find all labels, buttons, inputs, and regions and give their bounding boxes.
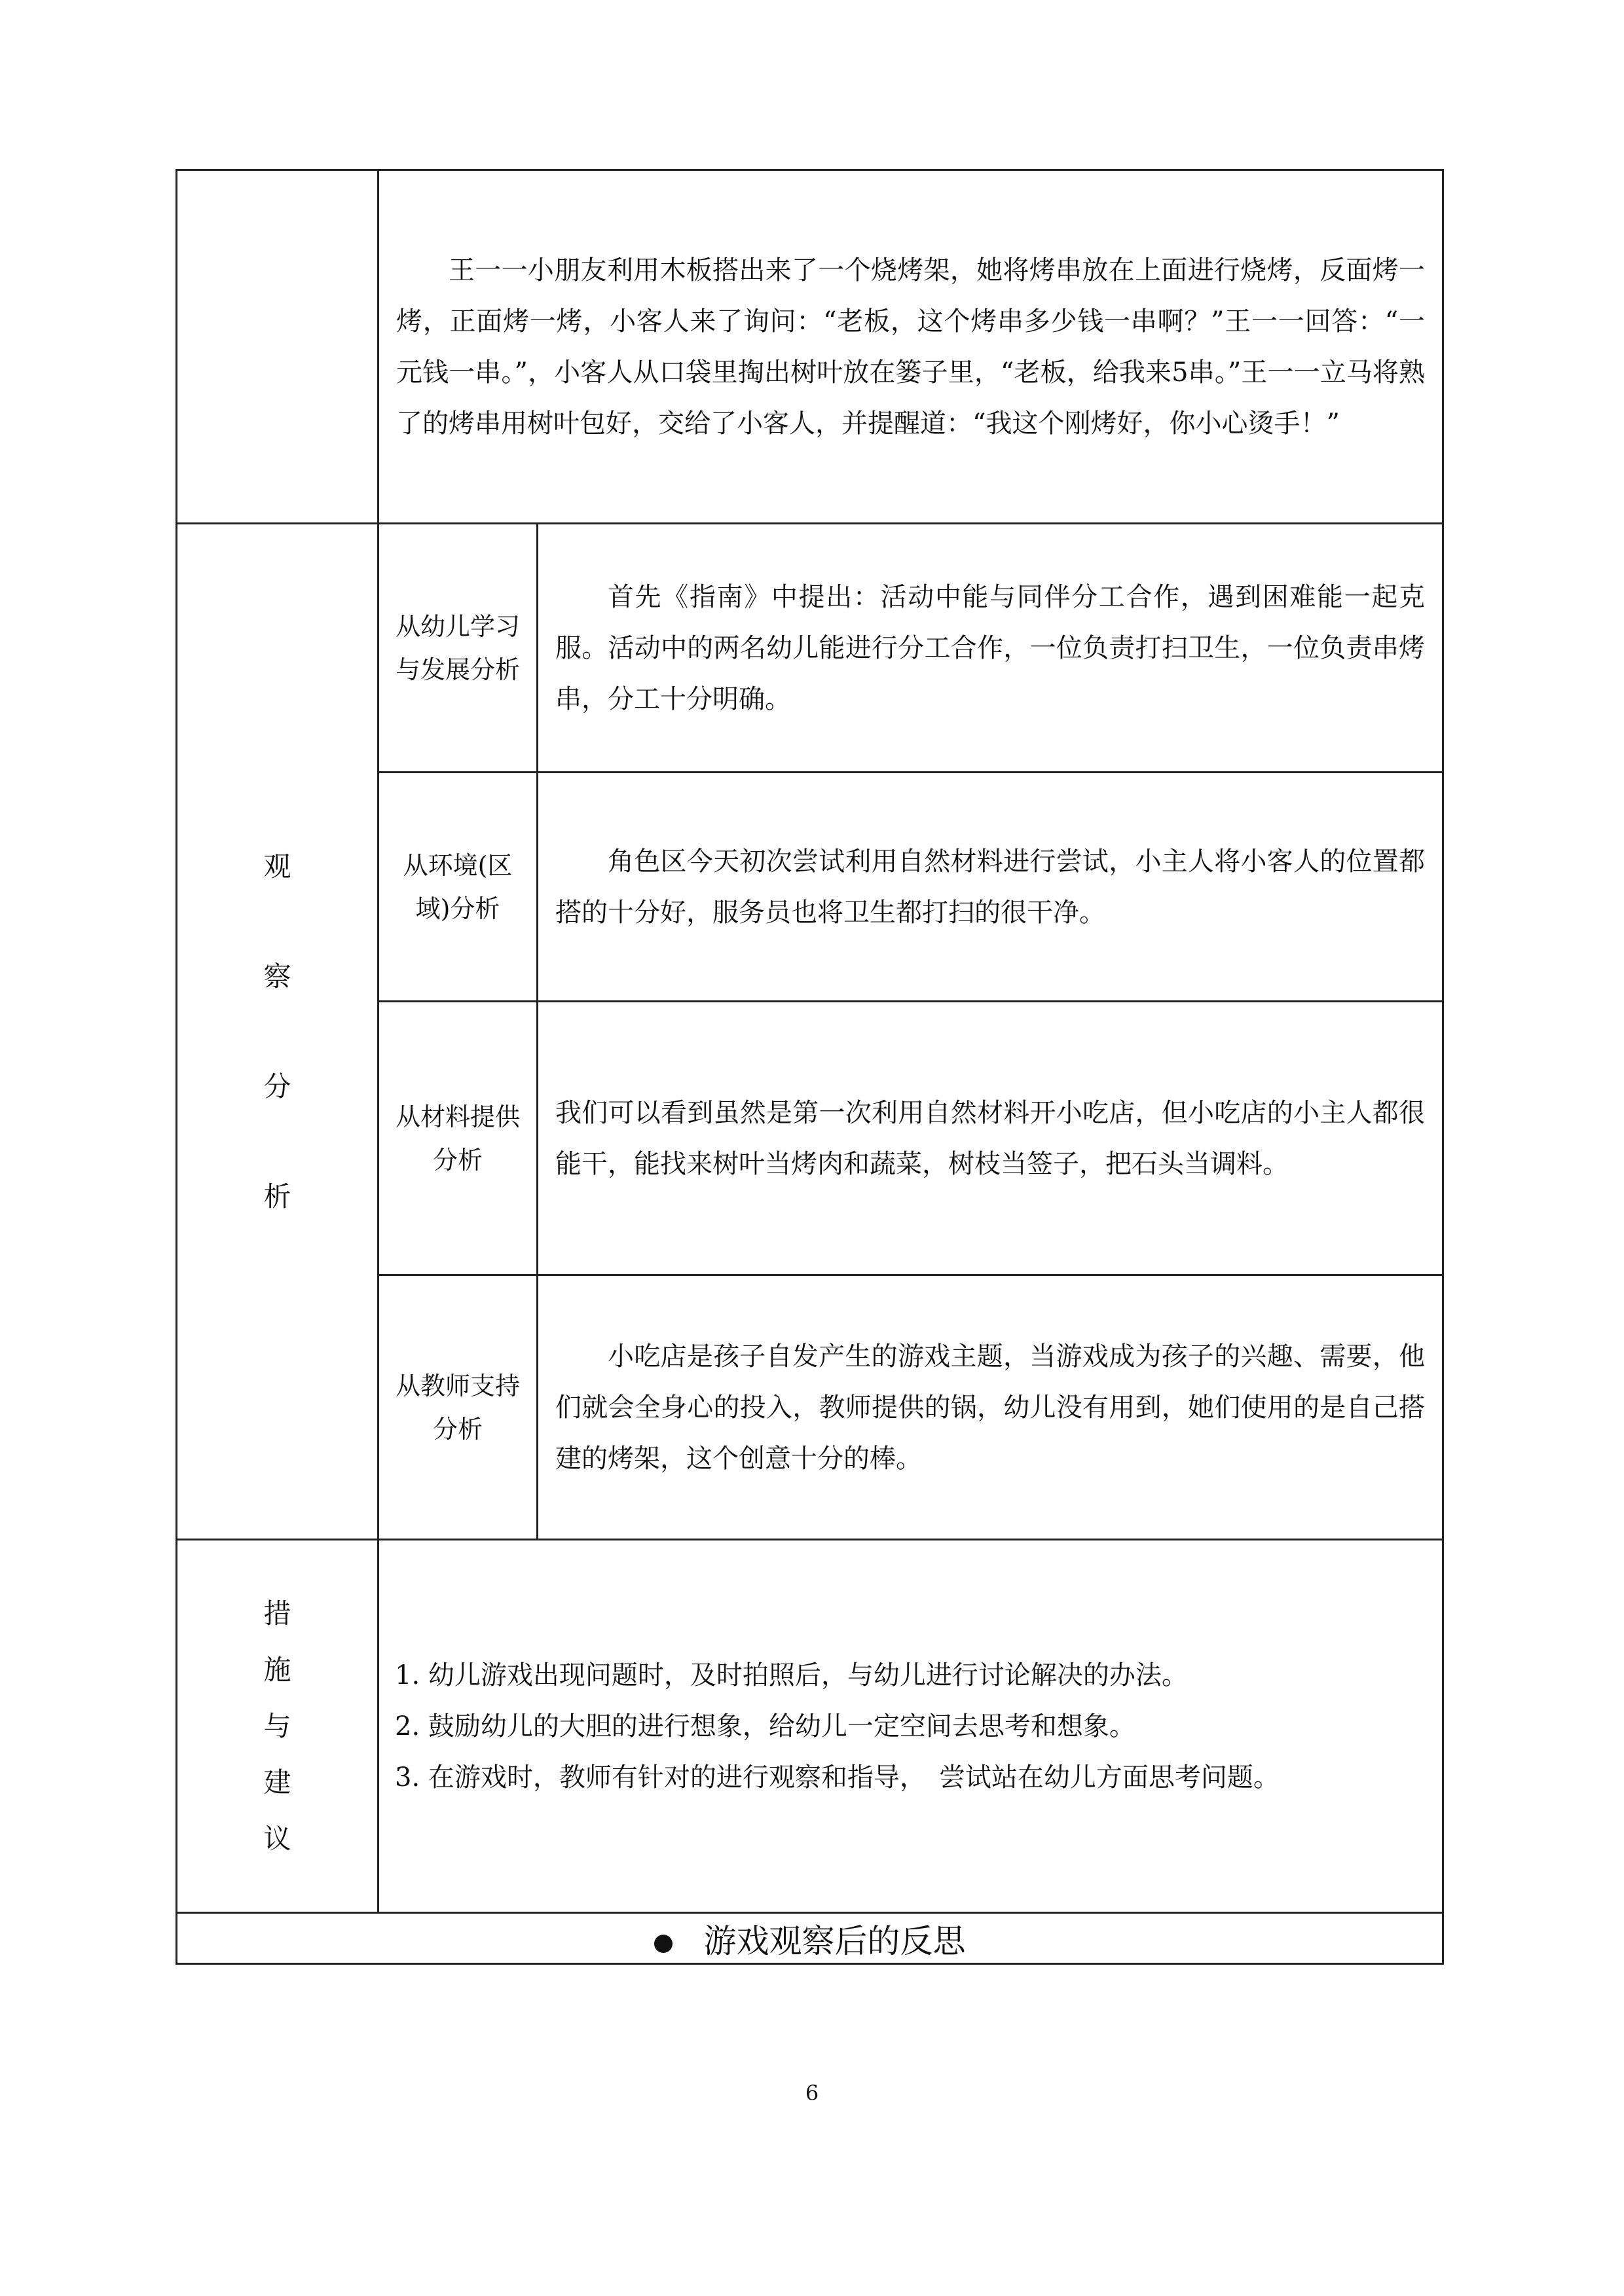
reflection-heading: 游戏观察后的反思: [703, 1922, 966, 1960]
title-char: 察: [263, 960, 291, 993]
observation-analysis-title: [177, 812, 377, 1252]
narrative-left-cell: [177, 170, 378, 524]
analysis-text: 小吃店是孩子自发产生的游戏主题，当游戏成为孩子的兴趣、需要，他们就会全身心的投入，教师提供的锅，幼儿没有用到，她们使用的是自己搭建的烤架，这个创意十分的棒。: [555, 1341, 1426, 1474]
analysis-label-cell: [378, 1002, 538, 1275]
analysis-label-cell: [378, 1275, 538, 1540]
measures-header: [177, 1540, 378, 1913]
analysis-label: 从环境(区域)分析: [403, 850, 513, 923]
analysis-text: 首先《指南》中提出：活动中能与同伴分工合作，遇到困难能一起克服。活动中的两名幼儿能进行分工合作，一位负责打扫卫生，一位负责串烤串，分工十分明确。: [555, 581, 1426, 714]
narrative-text: 王一一小朋友利用木板搭出来了一个烧烤架，她将烤串放在上面进行烧烤，反面烤一烤，正面烤一烤，小客人来了询问：“老板，这个烤串多少钱一串啊？”王一一回答：“一元钱一串。”，小客人从口袋里掏出树叶放在篓子里，“老板，给我来5串。”王一一立马将熟了的烤串用树叶包好，交给了小客人，并提醒道：“我这个刚烤好，你小心烫手！”: [396, 255, 1426, 439]
title-char: 观: [263, 850, 291, 883]
narrative-cell: [378, 170, 1443, 524]
bullet-icon: [654, 1935, 673, 1953]
analysis-label-cell: [378, 524, 538, 773]
reflection-cell: [177, 1913, 1443, 1964]
analysis-label: 从教师支持分析: [395, 1371, 520, 1444]
analysis-label: 从材料提供分析: [395, 1102, 520, 1175]
title-char: 析: [263, 1180, 291, 1212]
title-char: 议: [263, 1822, 291, 1855]
observation-analysis-header: [177, 524, 378, 1540]
title-char: 施: [263, 1653, 291, 1686]
page-number: 6: [805, 2081, 819, 2105]
analysis-label: 从幼儿学习与发展分析: [395, 611, 520, 684]
measures-row: [177, 1540, 1443, 1913]
analysis-text-cell: [538, 773, 1443, 1002]
analysis-label-cell: [378, 773, 538, 1002]
observation-record-table: [175, 169, 1444, 1965]
title-char: 建: [263, 1766, 291, 1798]
measures-cell: [378, 1540, 1443, 1913]
analysis-text-cell: [538, 1275, 1443, 1540]
reflection-row: [177, 1913, 1443, 1964]
list-item: 2. 鼓励幼儿的大胆的进行想象，给幼儿一定空间去思考和想象。: [395, 1711, 1135, 1741]
measures-list: [379, 1650, 1442, 1803]
analysis-text: 我们可以看到虽然是第一次利用自然材料开小吃店，但小吃店的小主人都很能干，能找来树叶当烤肉和蔬菜，树枝当签子，把石头当调料。: [555, 1097, 1426, 1179]
narrative-row: [177, 170, 1443, 524]
title-char: 与: [263, 1709, 291, 1742]
title-char: 分: [263, 1070, 291, 1102]
measures-title: [177, 1586, 377, 1867]
list-item: 1. 幼儿游戏出现问题时，及时拍照后，与幼儿进行讨论解决的办法。: [395, 1660, 1188, 1690]
analysis-text: 角色区今天初次尝试利用自然材料进行尝试，小主人将小客人的位置都搭的十分好，服务员也将卫生都打扫的很干净。: [555, 846, 1426, 928]
analysis-text-cell: [538, 524, 1443, 773]
analysis-row-learning: [177, 524, 1443, 773]
list-item: 3. 在游戏时，教师有针对的进行观察和指导， 尝试站在幼儿方面思考问题。: [395, 1762, 1280, 1793]
analysis-text-cell: [538, 1002, 1443, 1275]
title-char: 措: [263, 1597, 291, 1630]
